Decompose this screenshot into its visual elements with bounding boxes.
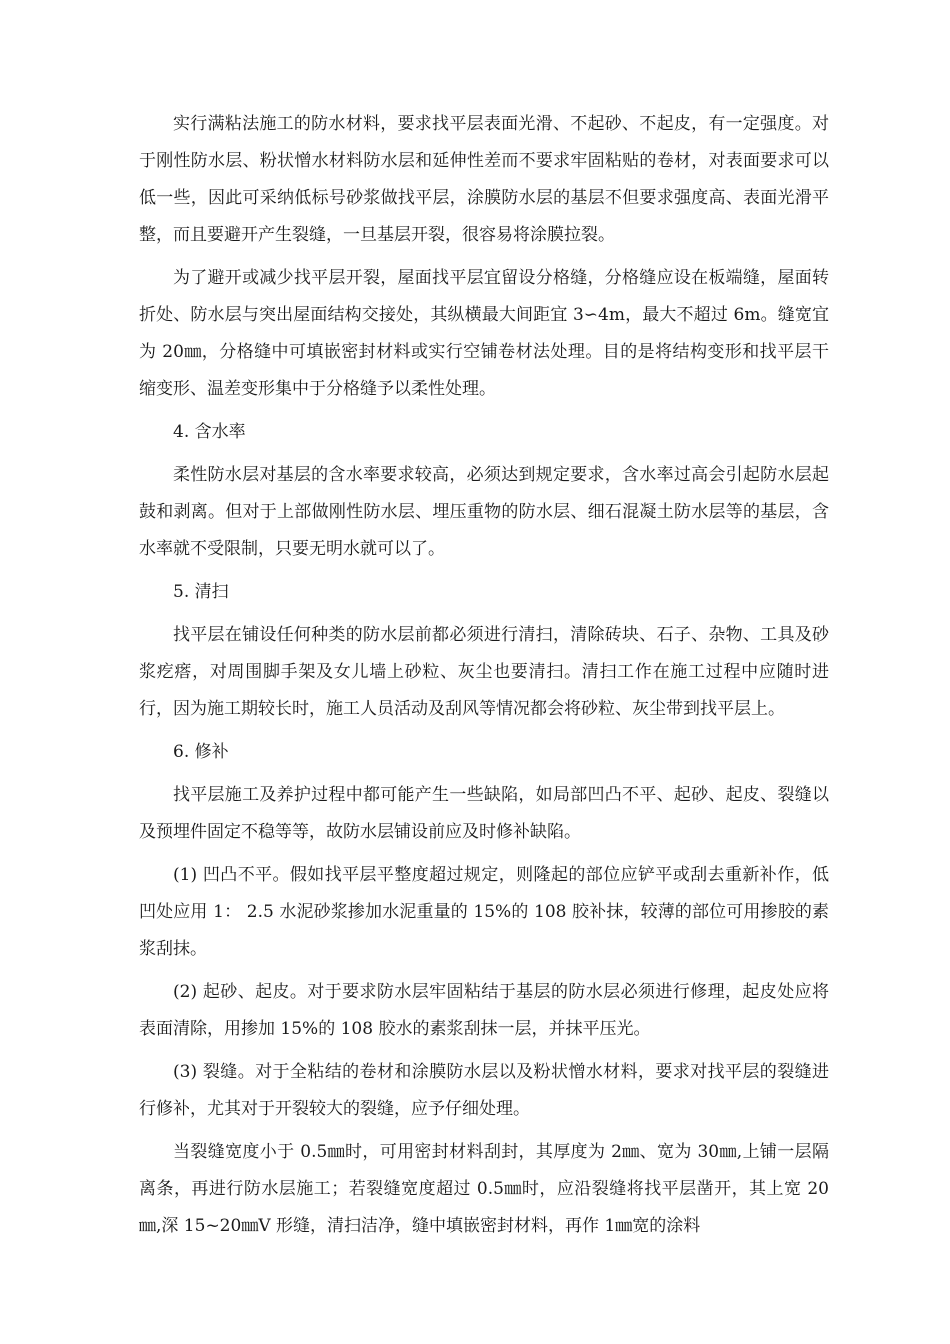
paragraph-cleaning: 找平层在铺设任何种类的防水层前都必须进行清扫，清除砖块、石子、杂物、工具及砂浆疙瘩，对周围脚手架及女儿墙上砂粒、灰尘也要清扫。清扫工作在施工过程中应随时进行，因为施工期较长时，施工人员活动及刮风等情况都会将砂粒、灰尘带到找平层上。 bbox=[139, 625, 829, 719]
paragraph-crack-width-treatment: 当裂缝宽度小于 0.5㎜时，可用密封材料刮封，其厚度为 2㎜、宽为 30㎜,上铺一层隔离条，再进行防水层施工；若裂缝宽度超过 0.5㎜时，应沿裂缝将找平层凿开，其上宽 20㎜,深 15~20㎜V 形缝，清扫洁净，缝中填嵌密封材料，再作 1㎜宽的涂料 bbox=[139, 1142, 829, 1236]
paragraph-dividing-joints: 为了避开或减少找平层开裂，屋面找平层宜留设分格缝，分格缝应设在板端缝，屋面转折处、防水层与突出屋面结构交接处，其纵横最大间距宜 3∽4m，最大不超过 6m。缝宽宜为 20㎜，分格缝中可填嵌密封材料或实行空铺卷材法处理。目的是将结构变形和找平层干缩变形、温差变形集中于分格缝予以柔性处理。 bbox=[139, 268, 829, 399]
paragraph-repair-sanding-peeling: (2) 起砂、起皮。对于要求防水层牢固粘结于基层的防水层必须进行修理，起皮处应将表面清除，用掺加 15%的 108 胶水的素浆刮抹一层，并抹平压光。 bbox=[139, 982, 829, 1039]
paragraph-repair-cracks: (3) 裂缝。对于全粘结的卷材和涂膜防水层以及粉状憎水材料，要求对找平层的裂缝进行修补，尤其对于开裂较大的裂缝，应予仔细处理。 bbox=[139, 1062, 829, 1119]
paragraph-repair-unevenness: (1) 凹凸不平。假如找平层平整度超过规定，则隆起的部位应铲平或刮去重新补作，低凹处应用 1： 2.5 水泥砂浆掺加水泥重量的 15%的 108 胶补抹，较薄的部位可用掺胶的素浆刮抹。 bbox=[139, 865, 829, 959]
paragraph-repair-intro: 找平层施工及养护过程中都可能产生一些缺陷，如局部凹凸不平、起砂、起皮、裂缝以及预埋件固定不稳等等，故防水层铺设前应及时修补缺陷。 bbox=[139, 785, 829, 842]
section-heading-moisture-content: 4. 含水率 bbox=[173, 422, 246, 442]
paragraph-moisture-content: 柔性防水层对基层的含水率要求较高，必须达到规定要求，含水率过高会引起防水层起鼓和剥离。但对于上部做刚性防水层、埋压重物的防水层、细石混凝土防水层等的基层，含水率就不受限制，只要无明水就可以了。 bbox=[139, 465, 829, 559]
paragraph-full-adhesion-requirements: 实行满粘法施工的防水材料，要求找平层表面光滑、不起砂、不起皮，有一定强度。对于刚性防水层、粉状憎水材料防水层和延伸性差而不要求牢固粘贴的卷材，对表面要求可以低一些，因此可采纳低标号砂浆做找平层，涂膜防水层的基层不但要求强度高、表面光滑平整，而且要避开产生裂缝，一旦基层开裂，很容易将涂膜拉裂。 bbox=[139, 114, 829, 245]
section-heading-repair: 6. 修补 bbox=[173, 742, 229, 762]
section-heading-cleaning: 5. 清扫 bbox=[173, 582, 229, 602]
document-body bbox=[139, 106, 829, 1251]
